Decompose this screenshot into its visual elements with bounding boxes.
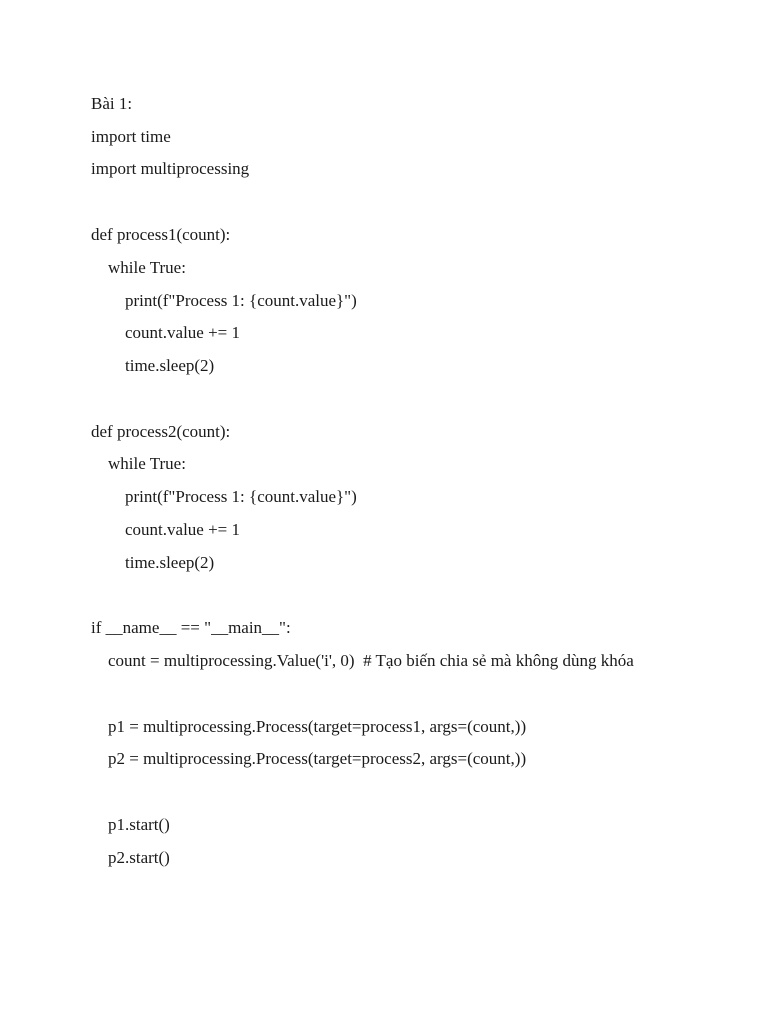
code-line: while True: [91,454,186,473]
code-line: p2.start() [91,848,170,867]
code-line: while True: [91,258,186,277]
code-line: count.value += 1 [91,520,241,539]
code-line: count = multiprocessing.Value('i', 0) # Tạo biến chia sẻ mà không dùng khóa [91,651,634,670]
code-line: def process2(count): [91,422,231,441]
code-line: p1 = multiprocessing.Process(target=process1, args=(count,)) [91,717,527,736]
code-line: if __name__ == "__main__": [91,618,291,637]
code-line: time.sleep(2) [91,356,215,375]
code-line: import time [91,127,171,146]
code-line: count.value += 1 [91,323,241,342]
code-line: import multiprocessing [91,159,250,178]
code-line: def process1(count): [91,225,231,244]
code-line: p1.start() [91,815,170,834]
code-line: print(f"Process 1: {count.value}") [91,291,357,310]
code-line: time.sleep(2) [91,553,215,572]
code-line: p2 = multiprocessing.Process(target=process2, args=(count,)) [91,749,527,768]
heading-line: Bài 1: [91,94,133,113]
code-line: print(f"Process 1: {count.value}") [91,487,357,506]
